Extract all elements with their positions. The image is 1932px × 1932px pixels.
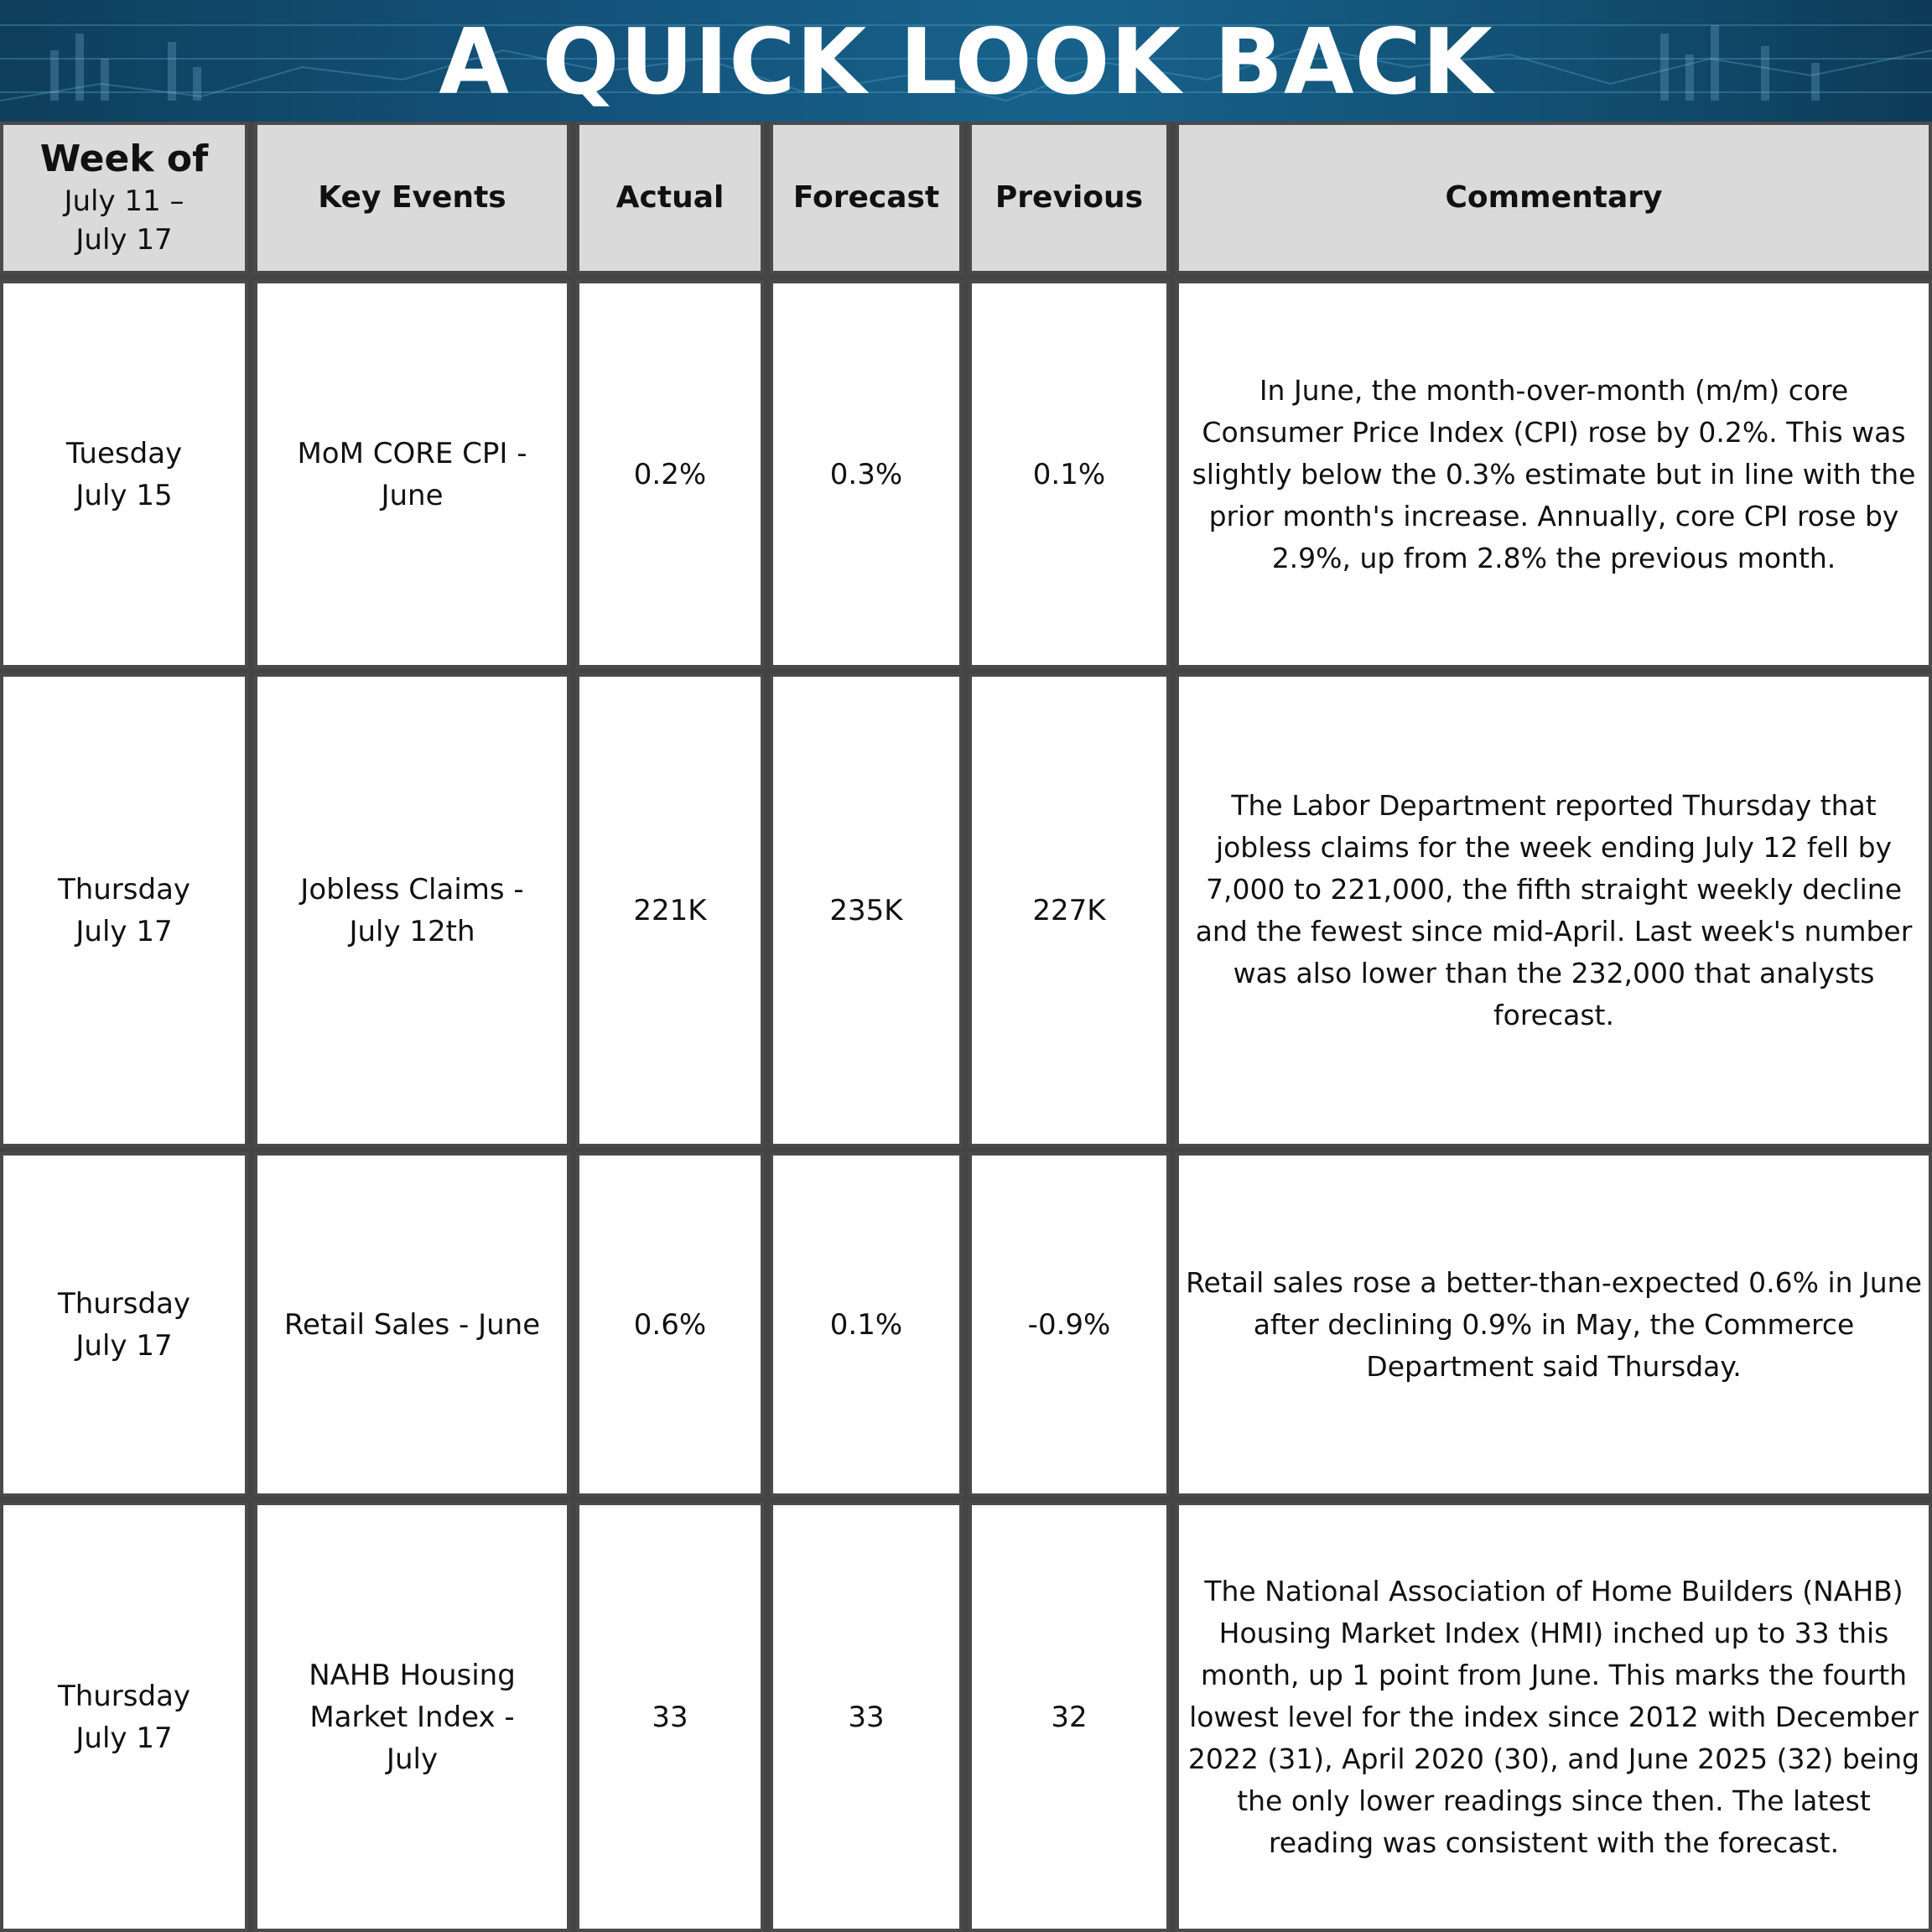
- row-4-previous: 32: [969, 1502, 1170, 1932]
- header-week-range-start: July 11 –: [64, 184, 184, 218]
- row-4-date: [0, 1502, 248, 1932]
- row-2-previous: 227K: [969, 673, 1170, 1147]
- row-3-actual: 0.6%: [576, 1152, 764, 1497]
- row-1-actual: 0.2%: [576, 280, 764, 668]
- row-3-date-value: July 17: [75, 1328, 173, 1363]
- page-title: A QUICK LOOK BACK: [439, 10, 1493, 115]
- row-4-event-line-1: NAHB Housing: [309, 1658, 516, 1692]
- row-2-event-line-2: July 12th: [349, 914, 475, 948]
- row-4-event: [254, 1502, 570, 1932]
- row-2-forecast: 235K: [770, 673, 963, 1147]
- row-1-previous: 0.1%: [969, 280, 1170, 668]
- row-3-date: [0, 1152, 248, 1497]
- header-forecast: Forecast: [770, 122, 963, 274]
- row-2-commentary: The Labor Department reported Thursday that jobless claims for the week ending July 12 fell by 7,000 to 221,000, the fifth straight weekly decline and the fewest since mid-April. Last week's number was also lower than the 232,000 that analysts forecast.: [1176, 673, 1932, 1147]
- row-2-date: [0, 673, 248, 1147]
- row-3-previous: -0.9%: [969, 1152, 1170, 1497]
- header-commentary: Commentary: [1176, 122, 1932, 274]
- row-3-commentary: Retail sales rose a better-than-expected 0.6% in June after declining 0.9% in May, the Commerce Department said Thursday.: [1176, 1152, 1932, 1497]
- row-4-event-line-2: Market Index -: [309, 1700, 515, 1734]
- header-week-range-end: July 17: [75, 223, 173, 257]
- banner: [0, 0, 1932, 122]
- row-4-commentary: The National Association of Home Builders (NAHB) Housing Market Index (HMI) inched up to 33 this month, up 1 point from June. This marks the fourth lowest level for the index since 2012 with December 2022 (31), April 2020 (30), and June 2025 (32) being the only lower readings since then. The latest reading was consistent with the forecast.: [1176, 1502, 1932, 1932]
- row-1-commentary: In June, the month-over-month (m/m) core Consumer Price Index (CPI) rose by 0.2%. This was slightly below the 0.3% estimate but in line with the prior month's increase. Annually, core CPI rose by 2.9%, up from 2.8% the previous month.: [1176, 280, 1932, 668]
- row-3-forecast: 0.1%: [770, 1152, 963, 1497]
- row-4-day: Thursday: [57, 1679, 191, 1713]
- header-actual: Actual: [576, 122, 764, 274]
- row-2-event-line-1: Jobless Claims -: [300, 872, 524, 906]
- row-2-event: [254, 673, 570, 1147]
- row-1-event-line-1: MoM CORE CPI -: [297, 436, 527, 470]
- header-week-label: Week of: [39, 138, 209, 180]
- row-2-date-value: July 17: [75, 914, 173, 948]
- header-week-of: [0, 122, 248, 274]
- row-2-actual: 221K: [576, 673, 764, 1147]
- row-1-date: [0, 280, 248, 668]
- row-2-day: Thursday: [57, 872, 191, 906]
- row-1-forecast: 0.3%: [770, 280, 963, 668]
- header-key-events: Key Events: [254, 122, 570, 274]
- row-4-actual: 33: [576, 1502, 764, 1932]
- row-1-date-value: July 15: [75, 478, 173, 512]
- row-3-day: Thursday: [57, 1286, 191, 1321]
- row-1-event-line-2: June: [381, 478, 444, 512]
- row-1-event: [254, 280, 570, 668]
- header-previous: Previous: [969, 122, 1170, 274]
- row-4-event-line-3: July: [386, 1742, 439, 1776]
- row-3-event: Retail Sales - June: [254, 1152, 570, 1497]
- row-4-date-value: July 17: [75, 1721, 173, 1755]
- row-4-forecast: 33: [770, 1502, 963, 1932]
- row-1-day: Tuesday: [65, 436, 183, 470]
